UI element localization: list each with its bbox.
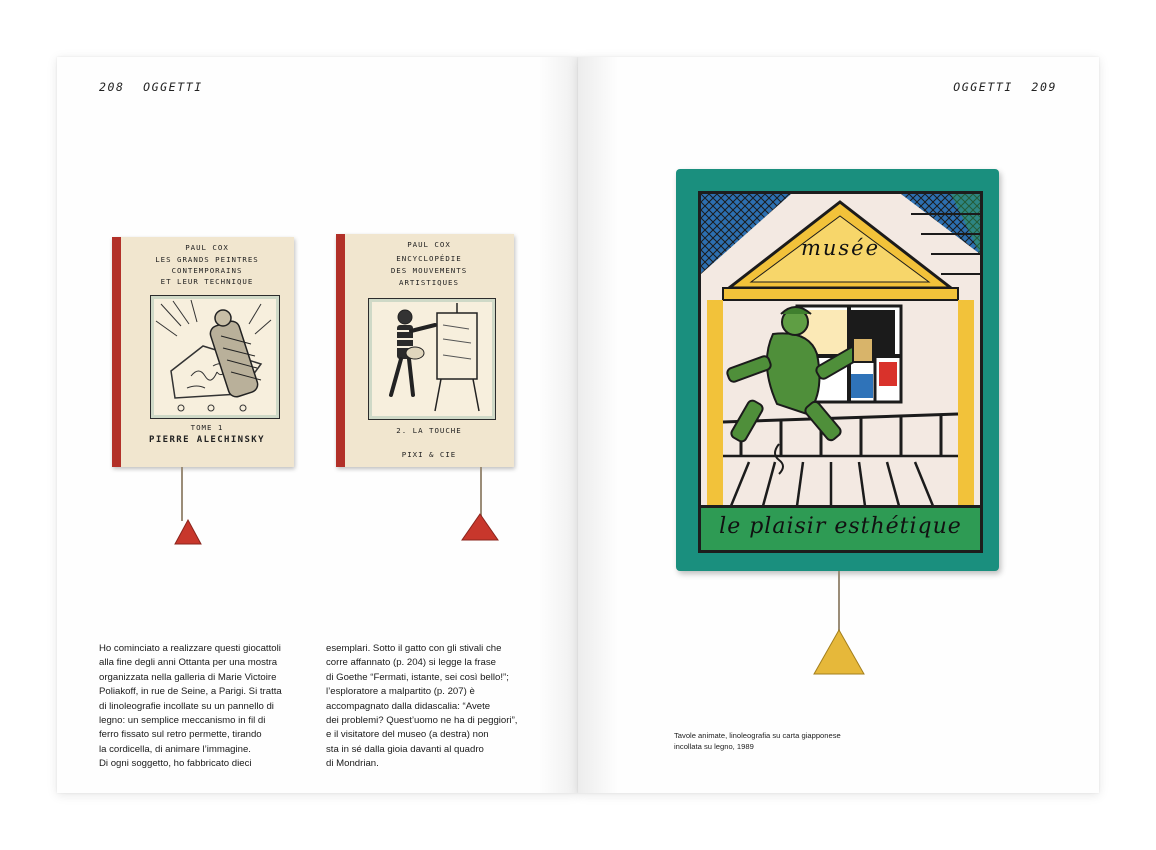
left-section-title: OGGETTI [143, 80, 203, 94]
board-linocut [698, 191, 983, 553]
pull-triangle-red[interactable] [461, 513, 499, 541]
booklet-volume: TOME 1 [190, 423, 224, 432]
photo-caption [674, 731, 859, 752]
caption-line: Tavole animate, linoleografia su carta giapponese [674, 731, 841, 740]
text-line: esemplari. Sotto il gatto con gli stivali che [326, 643, 502, 654]
booklet-title-line: CONTEMPORAINS [171, 266, 243, 275]
animated-board-museum [676, 169, 999, 571]
booklet-title-line: LES GRANDS PEINTRES [155, 255, 259, 264]
pull-string [480, 467, 482, 517]
booklet-volume: 2. LA TOUCHE [396, 426, 462, 435]
text-line: la cordicella, di animare l’immagine. [99, 743, 251, 755]
booklet-author: PAUL COX [185, 243, 229, 252]
text-line: corre affannato (p. 204) si legge la frase [326, 657, 496, 669]
text-line: sta in sé dalla gioia davanti al quadro [326, 743, 484, 755]
booklet-illustration-frame [368, 298, 496, 420]
left-page [57, 57, 578, 793]
painter-illustration [369, 299, 495, 419]
text-line: dei problemi? Quest’uomo ne ha di peggiori”, [326, 715, 518, 727]
pull-triangle-red[interactable] [174, 519, 202, 545]
text-line: Di ogni soggetto, ho fabbricato dieci [99, 758, 252, 770]
text-line: Poliakoff, in rue de Seine, a Parigi. Si tratta [99, 686, 282, 698]
text-line: di Mondrian. [326, 758, 379, 770]
booklet-title-line: DES MOUVEMENTS [390, 266, 468, 275]
right-page [578, 57, 1099, 793]
pull-string [181, 467, 183, 521]
text-line: ferro fissato sul retro permette, tirando [99, 729, 262, 741]
booklet-alechinsky [112, 237, 294, 467]
text-line: accompagnato dalla didascalia: “Avete [326, 700, 491, 712]
booklet-title-line: ET LEUR TECHNIQUE [160, 277, 254, 286]
left-page-number: 208 [99, 80, 125, 94]
right-gutter-shadow [578, 57, 618, 793]
right-section-title: OGGETTI [953, 80, 1013, 94]
body-column-1 [99, 642, 299, 772]
left-folio [99, 80, 203, 94]
right-folio [953, 80, 1057, 94]
text-line: alla fine degli anni Ottanta per una mostra [99, 657, 278, 669]
booklet-publisher: PIXI & CIE [401, 450, 457, 459]
alechinsky-illustration [151, 296, 279, 418]
text-line: e il visitatore del museo (a destra) non [326, 729, 489, 741]
artwork-banner [701, 505, 980, 550]
pull-triangle-yellow[interactable] [813, 629, 865, 675]
caption-line: incollata su legno, 1989 [674, 741, 754, 751]
text-line: l’esploratore a malpartito (p. 207) è [326, 686, 475, 698]
left-gutter-shadow [538, 57, 578, 793]
text-line: Ho cominciato a realizzare questi giocattoli [99, 643, 281, 654]
booklet-artist-name: PIERRE ALECHINSKY [149, 435, 265, 445]
booklet-illustration-frame [150, 295, 280, 419]
text-line: organizzata nella galleria di Marie Victoire [99, 671, 277, 683]
text-line: di linoleografie incollate su un pannello di [99, 700, 274, 712]
museum-label: musée [800, 236, 881, 260]
booklet-spine [336, 234, 345, 467]
booklet-encyclopedie [336, 234, 514, 467]
body-column-2 [326, 642, 541, 772]
booklet-author: PAUL COX [407, 240, 451, 249]
text-line: legno: un semplice meccanismo in fil di [99, 715, 266, 727]
booklet-spine [112, 237, 121, 467]
booklet-title-line: ENCYCLOPÉDIE [396, 254, 462, 263]
booklet-title-line: ARTISTIQUES [399, 278, 459, 287]
right-page-number: 209 [1031, 80, 1057, 94]
text-line: di Goethe “Fermati, istante, sei così bello!”; [326, 671, 509, 683]
banner-text: le plaisir esthétique [719, 514, 962, 539]
pull-string [838, 571, 840, 631]
book-spread [57, 57, 1099, 793]
